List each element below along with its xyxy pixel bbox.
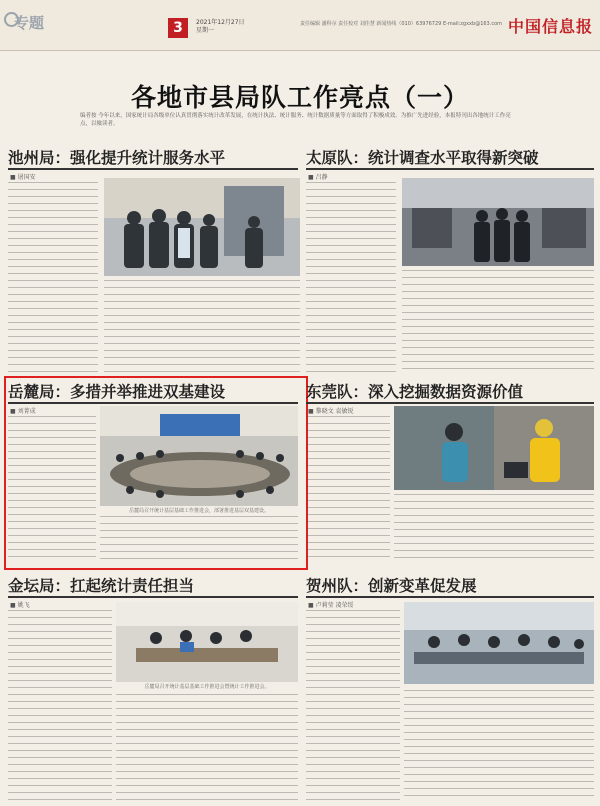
article-text-dongguan	[306, 416, 390, 562]
article-text-chizhou	[8, 182, 98, 372]
survey-photo-art	[394, 406, 594, 490]
section-rule	[8, 168, 298, 170]
photo-jintan	[116, 602, 298, 682]
section-title-dongguan: 东莞队：深入挖掘数据资源价值	[306, 382, 524, 401]
section-rule	[306, 168, 594, 170]
section-rule	[306, 402, 594, 404]
section-circle-icon	[4, 12, 19, 27]
factory-photo-art	[402, 178, 594, 266]
section-title-yuelu: 岳麓局：多措并举推进双基建设	[8, 382, 226, 401]
newspaper-logo: 中国信息报	[508, 17, 594, 36]
photo-taiyuan	[402, 178, 594, 266]
photo-caption-jintan: 岳麓局召开统计基层基础工作推进会暨统计工作推进会。	[144, 684, 270, 690]
dateline	[196, 19, 245, 35]
byline-chizhou: ■ 屠国安	[10, 174, 36, 181]
section-title-taiyuan: 太原队：统计调查水平取得新突破	[306, 148, 539, 167]
issue-weekday: 星期一	[196, 27, 215, 34]
editor-note: 编者按 今年以来，国家统计局各级单位认真贯彻落实统计改革发展，在统计执法、统计服务、统计数据质量等方面取得了积极成效。为推广先进经验，本报特刊出各地统计工作亮点，以飨读者。	[80, 113, 511, 127]
section-title-hezhou: 贺州队：创新变革促发展	[306, 576, 477, 595]
training-photo-art	[404, 602, 594, 684]
page-title: 各地市县局队工作亮点（一）	[130, 83, 469, 112]
section-title-jintan: 金坛局：扛起统计责任担当	[8, 576, 195, 595]
article-text-jintan	[8, 610, 112, 800]
selection-highlight-box	[4, 376, 308, 570]
section-label: 专题	[14, 14, 45, 32]
article-text-dongguan-2	[394, 494, 594, 562]
article-text-hezhou-2	[404, 690, 594, 800]
photo-caption-yuelu: 岳麓局召开统计基层基础工作推进会，部署推进基层双基建设。	[128, 508, 269, 514]
article-text-taiyuan	[306, 182, 396, 372]
byline-hezhou: ■ 卢莉莹 凌荣绥	[308, 602, 354, 609]
article-text-taiyuan-2	[402, 270, 594, 372]
byline-jintan: ■ 姚飞	[10, 602, 30, 609]
article-text-hezhou	[306, 610, 400, 800]
photo-chizhou	[104, 178, 300, 276]
photo-dongguan	[394, 406, 594, 490]
byline-taiyuan: ■ 吕静	[308, 174, 328, 181]
article-text-chizhou-2	[104, 280, 300, 372]
issue-date: 2021年12月27日	[196, 19, 245, 26]
contact-info: 责任编辑 潘科尔 责任校对 刘佳慧 新闻热线（010）63976729 E-mail:zgxxb@163.com	[300, 21, 503, 27]
photo-hezhou	[404, 602, 594, 684]
section-rule	[306, 596, 594, 598]
section-rule	[8, 596, 298, 598]
byline-yuelu: ■ 刘菁成	[10, 408, 36, 415]
office-photo-art	[116, 602, 298, 682]
section-title-chizhou: 池州局：强化提升统计服务水平	[8, 148, 226, 167]
byline-dongguan: ■ 黎晓文 袁敏锐	[308, 408, 354, 415]
article-text-jintan-2	[116, 694, 298, 800]
page-number-badge: 3	[168, 18, 188, 38]
meeting-photo-art	[104, 178, 300, 276]
